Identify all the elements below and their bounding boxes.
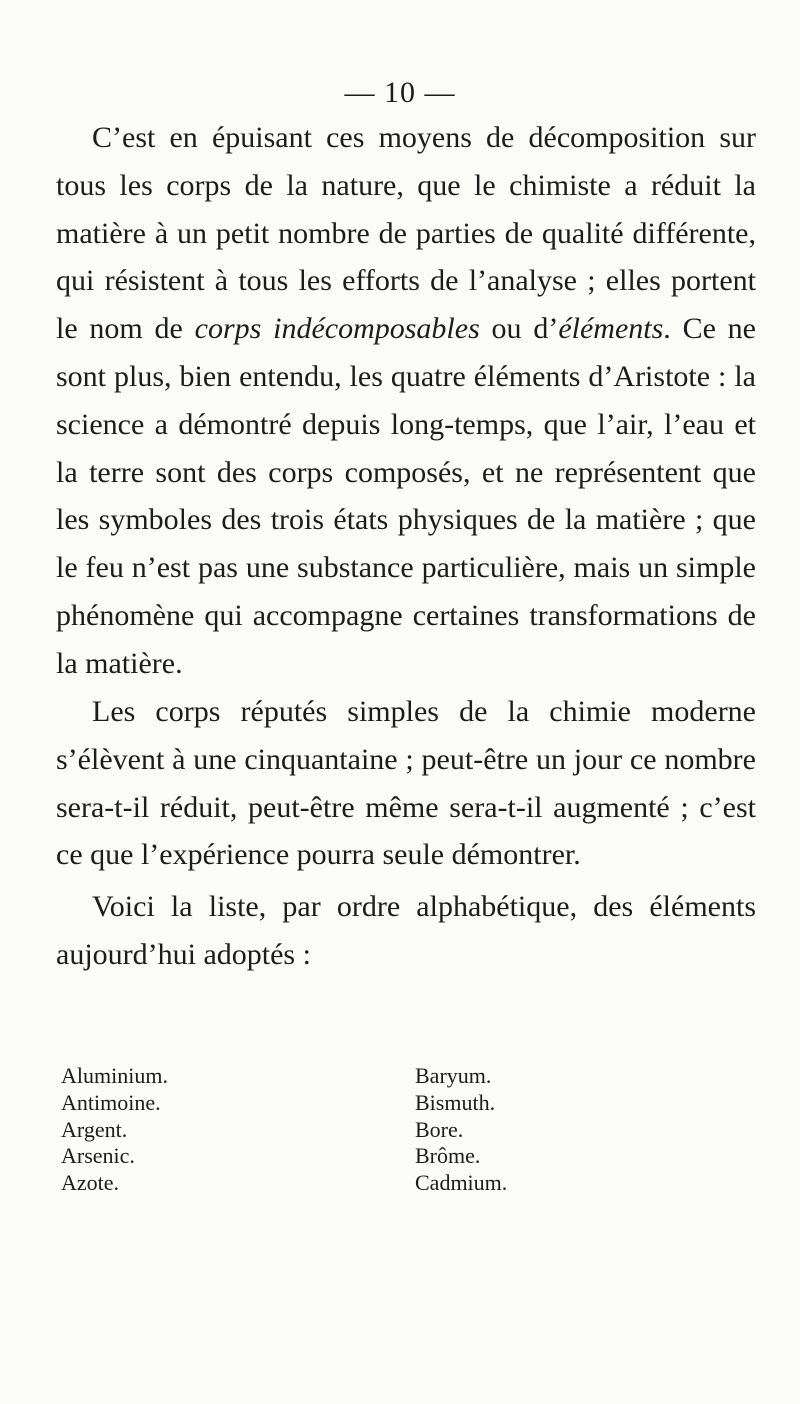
paragraph-simple-bodies: [56, 688, 756, 879]
page-number: — 10 —: [344, 76, 456, 109]
paragraph-1-text-start: C’est en épuisant ces moyens de décomposition sur tous les corps de la nature, que le chimiste a réduit la matière à un petit nombre de parties de qualité différente, qui résistent à tous les efforts de l’analyse ; elles portent le nom de: [56, 121, 756, 346]
list-item: Arsenic.: [61, 1143, 135, 1169]
paragraph-1-text-end: . Ce ne sont plus, bien entendu, les quatre éléments d’Aristote : la science a démontré depuis long-temps, que l’air, l’eau et la terre sont des corps composés, et ne représentent que les symboles des trois états physiques de la matière ; que le feu n’est pas une substance particulière, mais un simple phénomène qui accompagne certaines transformations de la matière.: [56, 312, 756, 680]
list-item: Aluminium.: [61, 1063, 168, 1088]
list-item: Antimoine.: [61, 1089, 161, 1115]
paragraph-1: [56, 114, 756, 688]
list-item: Argent.: [61, 1116, 128, 1142]
element-list-left-column: [61, 1063, 168, 1197]
paragraph-decomposition: [56, 114, 756, 688]
list-item: Azote.: [61, 1170, 120, 1196]
list-item: Brôme.: [415, 1143, 481, 1169]
term-corps-indecomposables: corps indécomposables: [194, 312, 480, 346]
paragraph-1-text-mid: ou d’: [479, 312, 559, 346]
term-elements: éléments: [558, 312, 664, 346]
element-list-right-column: [415, 1063, 507, 1197]
paragraph-2: Les corps réputés simples de la chimie moderne s’élèvent à une cinquantaine ; peut-être un jour ce nombre sera-t-il réduit, peut-être même sera-t-il augmenté ; c’est ce que l’expérience pourra seule démontrer.: [56, 695, 756, 872]
list-item: Baryum.: [415, 1063, 492, 1088]
list-item: Cadmium.: [415, 1170, 508, 1196]
paragraph-3: Voici la liste, par ordre alphabétique, des éléments aujourd’hui adoptés :: [56, 890, 756, 971]
list-item: Bore.: [415, 1116, 464, 1142]
list-item: Bismuth.: [415, 1089, 496, 1115]
paragraph-list-intro: [56, 883, 756, 979]
element-list: [0, 1063, 800, 1213]
